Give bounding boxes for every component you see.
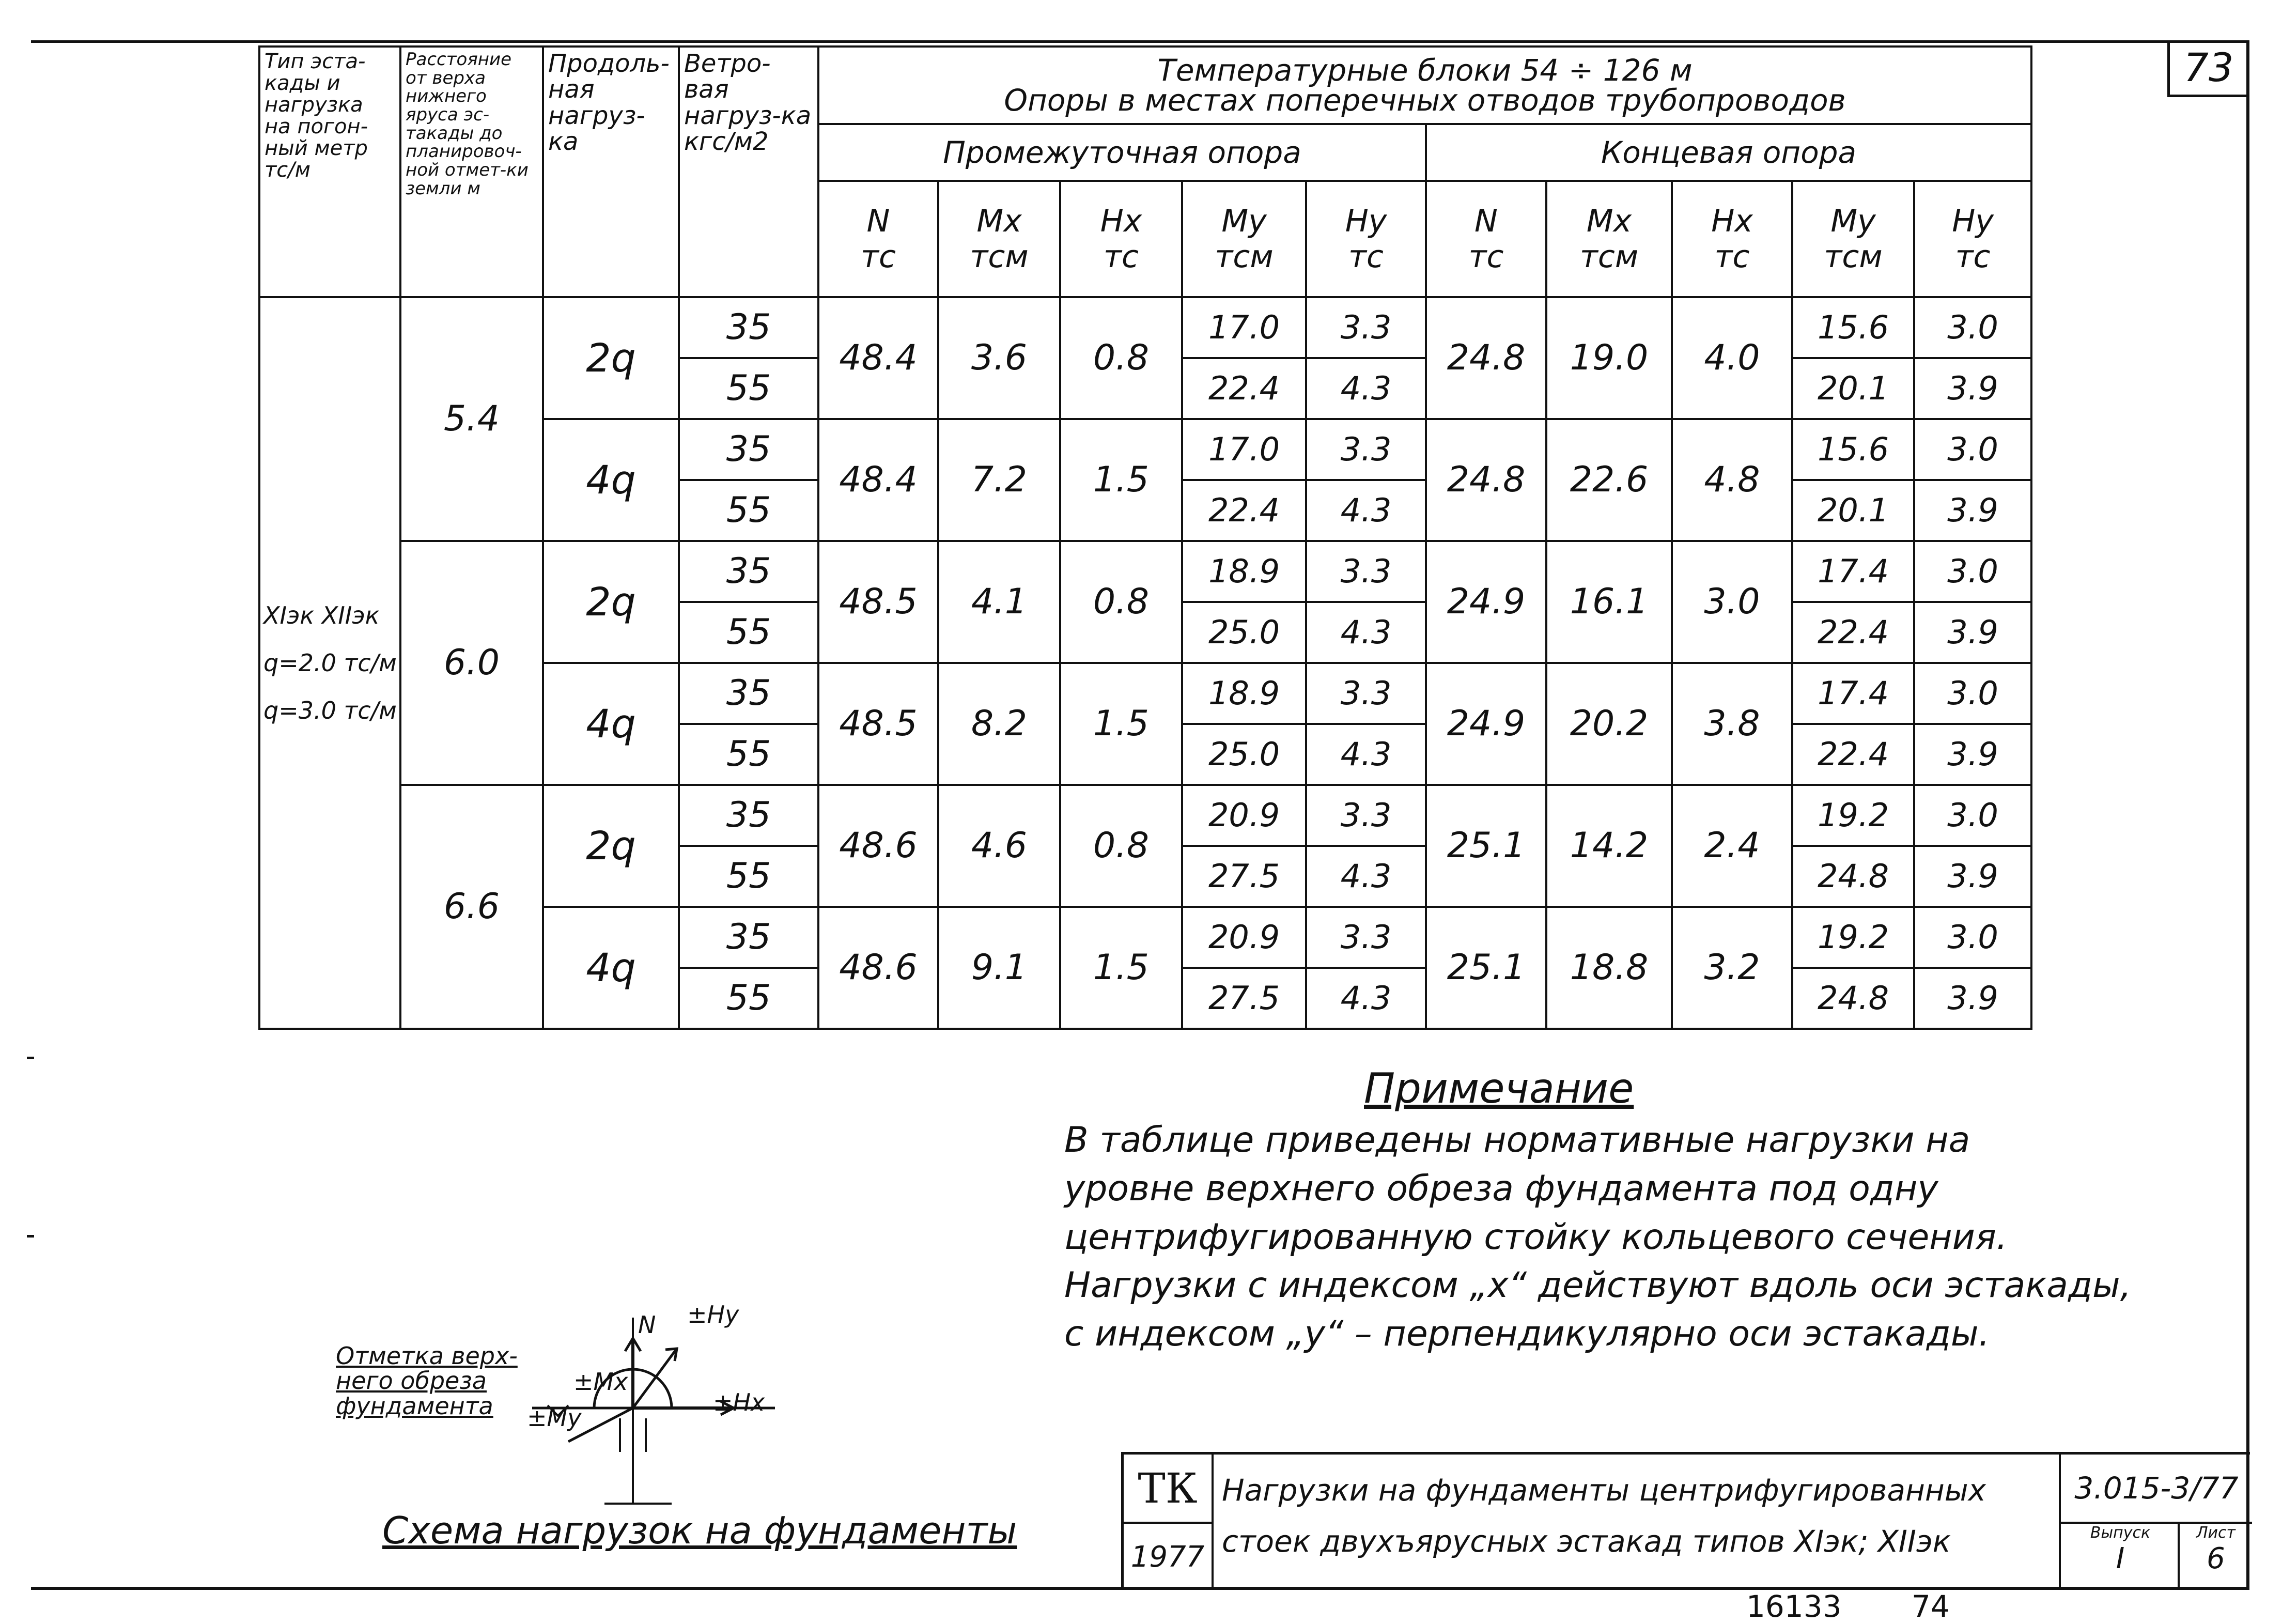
intermediate-my-cell: 20.9 xyxy=(1182,907,1306,968)
end-mx-cell: 20.2 xyxy=(1546,663,1672,785)
header-unit xyxy=(1426,181,1546,297)
intermediate-hy-cell: 4.3 xyxy=(1306,480,1426,541)
header-unit-symbol: N xyxy=(866,203,890,239)
intermediate-n-cell: 48.4 xyxy=(818,297,938,419)
wind-load-cell: 55 xyxy=(679,724,818,785)
intermediate-n-cell: 48.6 xyxy=(818,785,938,907)
header-unit xyxy=(1792,181,1914,297)
end-n-cell: 25.1 xyxy=(1426,907,1546,1029)
note-line: уровне верхнего обреза фундамента под одну xyxy=(1064,1168,1938,1209)
end-my-cell: 15.6 xyxy=(1792,297,1914,358)
header-unit xyxy=(1672,181,1792,297)
header-unit-symbol: Hx xyxy=(1711,203,1753,239)
end-mx-cell: 14.2 xyxy=(1546,785,1672,907)
note-line: с индексом „y“ – перпендикулярно оси эстакады. xyxy=(1064,1313,1990,1355)
header-unit-measure: тсм xyxy=(1579,238,1639,275)
intermediate-my-cell: 18.9 xyxy=(1182,541,1306,602)
end-hy-cell: 3.0 xyxy=(1914,907,2031,968)
note-body xyxy=(1064,1116,2222,1358)
page-number: 73 xyxy=(2167,40,2247,97)
scheme-label-hy: ±Hy xyxy=(687,1301,739,1328)
loads-table xyxy=(258,45,2032,1030)
distance-cell: 6.0 xyxy=(400,541,543,785)
end-mx-cell: 16.1 xyxy=(1546,541,1672,663)
note-line: центрифугированную стойку кольцевого сечения. xyxy=(1064,1216,2008,1258)
end-n-cell: 24.9 xyxy=(1426,541,1546,663)
intermediate-my-cell: 22.4 xyxy=(1182,358,1306,419)
header-unit xyxy=(1306,181,1426,297)
end-hx-cell: 3.0 xyxy=(1672,541,1792,663)
intermediate-n-cell: 48.5 xyxy=(818,541,938,663)
header-unit-symbol: My xyxy=(1830,203,1876,239)
end-my-cell: 22.4 xyxy=(1792,602,1914,663)
intermediate-mx-cell: 4.6 xyxy=(938,785,1060,907)
longitudinal-load-cell: 4q xyxy=(543,419,679,541)
intermediate-my-cell: 17.0 xyxy=(1182,297,1306,358)
header-unit-measure: тсм xyxy=(1824,238,1883,275)
intermediate-my-cell: 27.5 xyxy=(1182,968,1306,1029)
stamp-org: ТК xyxy=(1124,1455,1214,1524)
longitudinal-load-cell: 2q xyxy=(543,541,679,663)
estakada-type-line: XIэк XIIэк xyxy=(263,601,380,629)
intermediate-hx-cell: 0.8 xyxy=(1060,297,1182,419)
end-my-cell: 17.4 xyxy=(1792,541,1914,602)
intermediate-my-cell: 22.4 xyxy=(1182,480,1306,541)
end-n-cell: 24.8 xyxy=(1426,297,1546,419)
wind-load-cell: 35 xyxy=(679,419,818,480)
header-group-title-2: Опоры в местах поперечных отводов трубопроводов xyxy=(1004,83,1846,118)
end-hy-cell: 3.9 xyxy=(1914,846,2031,907)
note-line: В таблице приведены нормативные нагрузки на xyxy=(1064,1120,1970,1161)
intermediate-hx-cell: 0.8 xyxy=(1060,785,1182,907)
end-my-cell: 15.6 xyxy=(1792,419,1914,480)
header-group-title-1: Температурные блоки 54 ÷ 126 м xyxy=(1157,53,1693,88)
header-unit-measure: тс xyxy=(861,238,896,275)
intermediate-n-cell: 48.6 xyxy=(818,907,938,1029)
end-hx-cell: 4.0 xyxy=(1672,297,1792,419)
title-block xyxy=(1121,1452,2250,1590)
header-unit-symbol: Hy xyxy=(1345,203,1387,239)
end-hx-cell: 2.4 xyxy=(1672,785,1792,907)
intermediate-mx-cell: 9.1 xyxy=(938,907,1060,1029)
intermediate-hy-cell: 4.3 xyxy=(1306,358,1426,419)
end-hy-cell: 3.0 xyxy=(1914,663,2031,724)
wind-load-cell: 35 xyxy=(679,785,818,846)
intermediate-my-cell: 25.0 xyxy=(1182,602,1306,663)
wind-load-cell: 35 xyxy=(679,541,818,602)
distance-cell: 6.6 xyxy=(400,785,543,1029)
stamp-year: 1977 xyxy=(1124,1524,1214,1590)
note-line: Нагрузки с индексом „x“ действуют вдоль оси эстакады, xyxy=(1064,1265,2132,1306)
intermediate-mx-cell: 8.2 xyxy=(938,663,1060,785)
intermediate-hy-cell: 3.3 xyxy=(1306,907,1426,968)
end-my-cell: 22.4 xyxy=(1792,724,1914,785)
margin-tick xyxy=(27,1235,34,1238)
stamp-title-line-2: стоек двухъярусных эстакад типов XIэк; XIIэк xyxy=(1222,1523,1951,1559)
intermediate-n-cell: 48.4 xyxy=(818,419,938,541)
end-hx-cell: 3.8 xyxy=(1672,663,1792,785)
header-unit-symbol: Hy xyxy=(1952,203,1994,239)
header-unit-measure: тсм xyxy=(970,238,1029,275)
header-unit-measure: тс xyxy=(1714,238,1750,275)
wind-load-cell: 55 xyxy=(679,480,818,541)
intermediate-hy-cell: 4.3 xyxy=(1306,602,1426,663)
longitudinal-load-cell: 4q xyxy=(543,663,679,785)
intermediate-hy-cell: 3.3 xyxy=(1306,541,1426,602)
header-unit-symbol: Mx xyxy=(1586,203,1632,239)
end-hy-cell: 3.0 xyxy=(1914,297,2031,358)
stamp-sheet-label: Лист xyxy=(2196,1524,2236,1542)
longitudinal-load-cell: 2q xyxy=(543,785,679,907)
header-intermediate: Промежуточная опора xyxy=(818,124,1426,181)
header-unit-measure: тс xyxy=(1104,238,1139,275)
header-end: Концевая опора xyxy=(1426,124,2031,181)
end-hy-cell: 3.0 xyxy=(1914,419,2031,480)
intermediate-my-cell: 18.9 xyxy=(1182,663,1306,724)
estakada-type-line: q=2.0 тс/м xyxy=(263,649,397,677)
end-my-cell: 17.4 xyxy=(1792,663,1914,724)
stamp-title xyxy=(1222,1465,2147,1567)
longitudinal-load-cell: 2q xyxy=(543,297,679,419)
intermediate-my-cell: 27.5 xyxy=(1182,846,1306,907)
note-title: Примечание xyxy=(1364,1064,1634,1112)
end-mx-cell: 22.6 xyxy=(1546,419,1672,541)
end-my-cell: 20.1 xyxy=(1792,358,1914,419)
header-unit xyxy=(1182,181,1306,297)
wind-load-cell: 35 xyxy=(679,297,818,358)
margin-tick xyxy=(27,1057,34,1059)
wind-load-cell: 55 xyxy=(679,358,818,419)
intermediate-my-cell: 20.9 xyxy=(1182,785,1306,846)
intermediate-hy-cell: 4.3 xyxy=(1306,724,1426,785)
end-n-cell: 25.1 xyxy=(1426,785,1546,907)
wind-load-cell: 55 xyxy=(679,602,818,663)
stamp-issue-value: I xyxy=(2116,1542,2125,1575)
header-unit-measure: тс xyxy=(1468,238,1504,275)
end-n-cell: 24.9 xyxy=(1426,663,1546,785)
header-group-title xyxy=(818,47,2031,124)
header-unit-measure: тс xyxy=(1955,238,1991,275)
end-mx-cell: 19.0 xyxy=(1546,297,1672,419)
archive-sheet-number: 74 xyxy=(1912,1589,1950,1624)
end-my-cell: 19.2 xyxy=(1792,907,1914,968)
intermediate-n-cell: 48.5 xyxy=(818,663,938,785)
end-n-cell: 24.8 xyxy=(1426,419,1546,541)
intermediate-hy-cell: 4.3 xyxy=(1306,968,1426,1029)
stamp-sheet xyxy=(2178,1524,2252,1590)
end-my-cell: 24.8 xyxy=(1792,846,1914,907)
end-hy-cell: 3.0 xyxy=(1914,541,2031,602)
wind-load-cell: 35 xyxy=(679,663,818,724)
header-wind: Ветро-вая нагруз-ка кгс/м2 xyxy=(679,47,818,297)
end-hy-cell: 3.9 xyxy=(1914,358,2031,419)
intermediate-mx-cell: 3.6 xyxy=(938,297,1060,419)
longitudinal-load-cell: 4q xyxy=(543,907,679,1029)
header-unit-symbol: Hx xyxy=(1100,203,1142,239)
header-unit xyxy=(1914,181,2031,297)
header-unit-measure: тсм xyxy=(1215,238,1274,275)
end-my-cell: 24.8 xyxy=(1792,968,1914,1029)
intermediate-hx-cell: 1.5 xyxy=(1060,907,1182,1029)
stamp-issue xyxy=(2059,1524,2180,1590)
stamp-issue-label: Выпуск xyxy=(2090,1524,2151,1542)
intermediate-my-cell: 17.0 xyxy=(1182,419,1306,480)
scheme-caption: Схема нагрузок на фундаменты xyxy=(382,1509,1017,1552)
scheme-label-hx: ±Hx xyxy=(713,1388,765,1416)
scheme-mark-label: Отметка верх-него обреза фундамента xyxy=(336,1342,518,1420)
intermediate-hy-cell: 3.3 xyxy=(1306,785,1426,846)
end-hy-cell: 3.9 xyxy=(1914,724,2031,785)
header-type: Тип эста-кады и нагрузка на погон-ный метр тс/м xyxy=(259,47,400,297)
wind-load-cell: 35 xyxy=(679,907,818,968)
header-unit-symbol: Mx xyxy=(976,203,1022,239)
distance-cell: 5.4 xyxy=(400,297,543,541)
archive-number: 16133 xyxy=(1746,1589,1842,1624)
header-unit xyxy=(818,181,938,297)
end-hy-cell: 3.9 xyxy=(1914,480,2031,541)
scheme-label-mx: ±Mx xyxy=(573,1368,628,1396)
stamp-title-line-1: Нагрузки на фундаменты центрифугированных xyxy=(1222,1473,1986,1508)
end-my-cell: 19.2 xyxy=(1792,785,1914,846)
intermediate-hy-cell: 3.3 xyxy=(1306,663,1426,724)
header-unit xyxy=(1060,181,1182,297)
intermediate-hx-cell: 1.5 xyxy=(1060,419,1182,541)
wind-load-cell: 55 xyxy=(679,968,818,1029)
frame-right-line xyxy=(2246,40,2249,1588)
scheme-label-my: ±My xyxy=(527,1404,582,1432)
end-hx-cell: 4.8 xyxy=(1672,419,1792,541)
stamp-code: 3.015-3/77 xyxy=(2059,1455,2252,1524)
intermediate-hy-cell: 3.3 xyxy=(1306,297,1426,358)
scheme-label-n: N xyxy=(638,1311,656,1339)
intermediate-hx-cell: 1.5 xyxy=(1060,663,1182,785)
intermediate-my-cell: 25.0 xyxy=(1182,724,1306,785)
intermediate-mx-cell: 7.2 xyxy=(938,419,1060,541)
intermediate-hy-cell: 4.3 xyxy=(1306,846,1426,907)
end-hy-cell: 3.0 xyxy=(1914,785,2031,846)
header-longitudinal: Продоль-ная нагруз-ка xyxy=(543,47,679,297)
header-unit-symbol: N xyxy=(1474,203,1498,239)
intermediate-hy-cell: 3.3 xyxy=(1306,419,1426,480)
end-hy-cell: 3.9 xyxy=(1914,602,2031,663)
intermediate-mx-cell: 4.1 xyxy=(938,541,1060,663)
end-mx-cell: 18.8 xyxy=(1546,907,1672,1029)
header-unit xyxy=(1546,181,1672,297)
end-hx-cell: 3.2 xyxy=(1672,907,1792,1029)
stamp-sheet-value: 6 xyxy=(2207,1542,2225,1575)
end-hy-cell: 3.9 xyxy=(1914,968,2031,1029)
header-unit-symbol: My xyxy=(1221,203,1267,239)
header-distance: Расстояние от верха нижнего яруса эс-такады до планировоч-ной отмет-ки земли м xyxy=(400,47,543,297)
header-unit-measure: тс xyxy=(1348,238,1384,275)
frame-top-line xyxy=(31,40,2247,43)
wind-load-cell: 55 xyxy=(679,846,818,907)
estakada-type-cell xyxy=(259,297,400,1029)
end-my-cell: 20.1 xyxy=(1792,480,1914,541)
estakada-type-line: q=3.0 тс/м xyxy=(263,697,397,724)
header-unit xyxy=(938,181,1060,297)
intermediate-hx-cell: 0.8 xyxy=(1060,541,1182,663)
